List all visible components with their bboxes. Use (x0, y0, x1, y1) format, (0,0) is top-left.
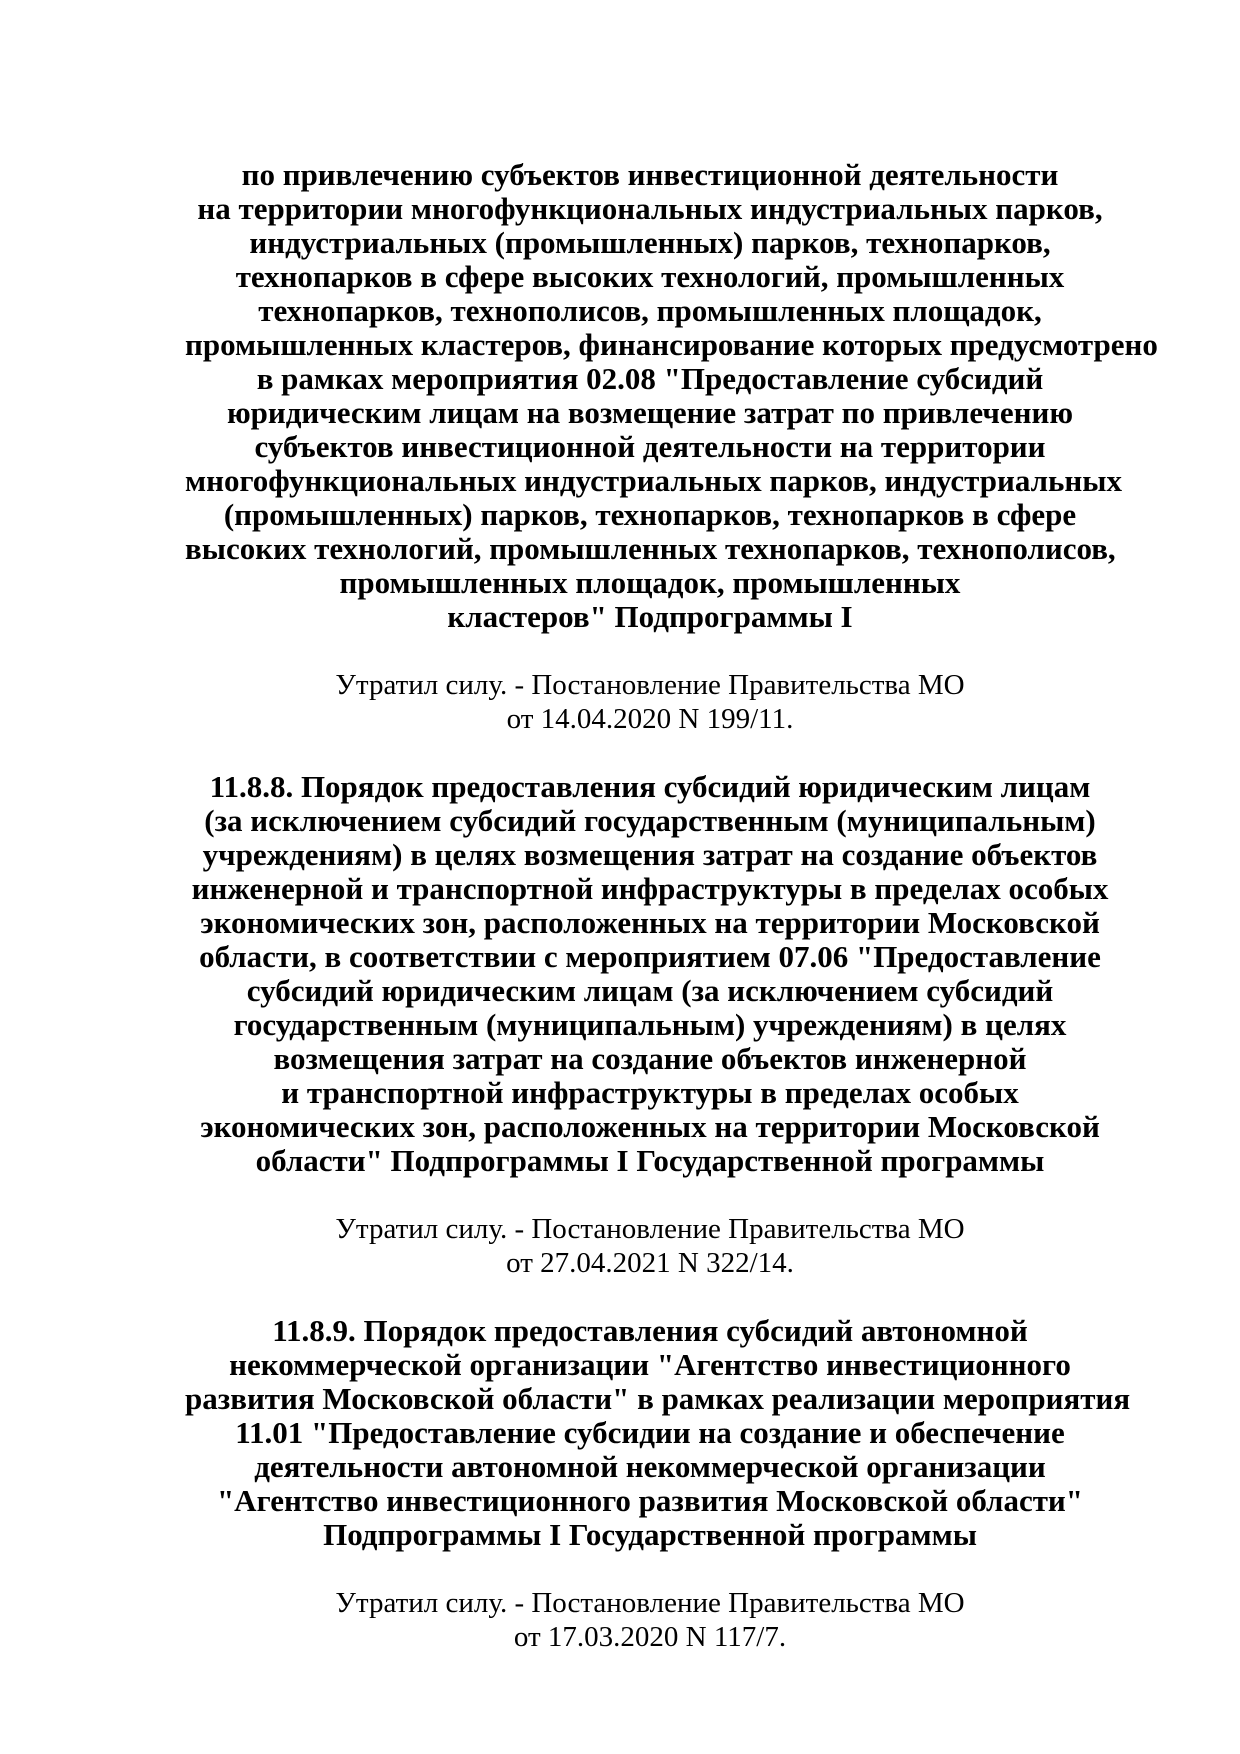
text-line: Утратил силу. - Постановление Правительства МО (335, 1213, 965, 1245)
text-line: промышленных площадок, промышленных (339, 565, 961, 600)
heading-block-11-8-8 (185, 770, 1115, 1178)
text-line: высоких технологий, промышленных технопарков, технополисов, (185, 531, 1116, 566)
text-line: (за исключением субсидий государственным (муниципальным) (204, 803, 1096, 838)
text-line: инженерной и транспортной инфраструктуры в пределах особых (191, 871, 1109, 906)
text-line: многофункциональных индустриальных парков, индустриальных (185, 463, 1122, 498)
text-line: "Агентство инвестиционного развития Московской области" (216, 1483, 1084, 1518)
text-line: экономических зон, расположенных на территории Московской (200, 905, 1100, 940)
text-line: Подпрограммы I Государственной программы (323, 1517, 977, 1552)
heading-block-11-8-9 (185, 1313, 1131, 1552)
text-line: от 14.04.2020 N 199/11. (506, 703, 794, 735)
text-line: Утратил силу. - Постановление Правительства МО (335, 669, 965, 701)
text-line: и транспортной инфраструктуры в пределах особых (281, 1075, 1019, 1110)
text-line: экономических зон, расположенных на территории Московской (200, 1109, 1100, 1144)
text-line: субъектов инвестиционной деятельности на территории (254, 429, 1046, 464)
text-line: субсидий юридическим лицам (за исключением субсидий (246, 973, 1054, 1008)
text-line: деятельности автономной некоммерческой организации (254, 1449, 1046, 1484)
text-line: в рамках мероприятия 02.08 "Предоставление субсидий (256, 361, 1044, 396)
text-line: некоммерческой организации "Агентство инвестиционного (229, 1347, 1071, 1382)
text-line: возмещения затрат на создание объектов инженерной (273, 1041, 1027, 1076)
text-line: учреждениям) в целях возмещения затрат на создание объектов (202, 837, 1098, 872)
text-line: (промышленных) парков, технопарков, технопарков в сфере (223, 497, 1077, 532)
text-line: развития Московской области" в рамках реализации мероприятия (185, 1381, 1131, 1416)
text-line: 11.01 "Предоставление субсидии на создание и обеспечение (235, 1415, 1065, 1450)
text-line: от 27.04.2021 N 322/14. (506, 1247, 794, 1279)
text-line: государственным (муниципальным) учреждениям) в целях (233, 1007, 1067, 1042)
text-line: 11.8.8. Порядок предоставления субсидий юридическим лицам (209, 769, 1091, 804)
text-line: на территории многофункциональных индустриальных парков, (197, 191, 1103, 226)
revocation-note-1 (185, 668, 1115, 736)
text-line: кластеров" Подпрограммы I (447, 599, 853, 634)
heading-block-1 (185, 157, 1158, 634)
text-line: индустриальных (промышленных) парков, технопарков, (249, 225, 1051, 260)
text-line: промышленных кластеров, финансирование которых предусмотрено (185, 327, 1158, 362)
text-line: технопарков, технополисов, промышленных площадок, (258, 293, 1042, 328)
revocation-note-2 (185, 1212, 1115, 1280)
text-line: области, в соответствии с мероприятием 07.06 "Предоставление (199, 939, 1101, 974)
text-line: технопарков в сфере высоких технологий, промышленных (235, 259, 1065, 294)
revocation-note-3 (185, 1586, 1115, 1654)
text-line: области" Подпрограммы I Государственной программы (255, 1143, 1045, 1178)
text-line: Утратил силу. - Постановление Правительства МО (335, 1587, 965, 1619)
text-line: юридическим лицам на возмещение затрат по привлечению (226, 395, 1074, 430)
text-line: 11.8.9. Порядок предоставления субсидий автономной (272, 1313, 1028, 1348)
text-line: от 17.03.2020 N 117/7. (513, 1621, 787, 1653)
text-line: по привлечению субъектов инвестиционной деятельности (241, 157, 1059, 192)
